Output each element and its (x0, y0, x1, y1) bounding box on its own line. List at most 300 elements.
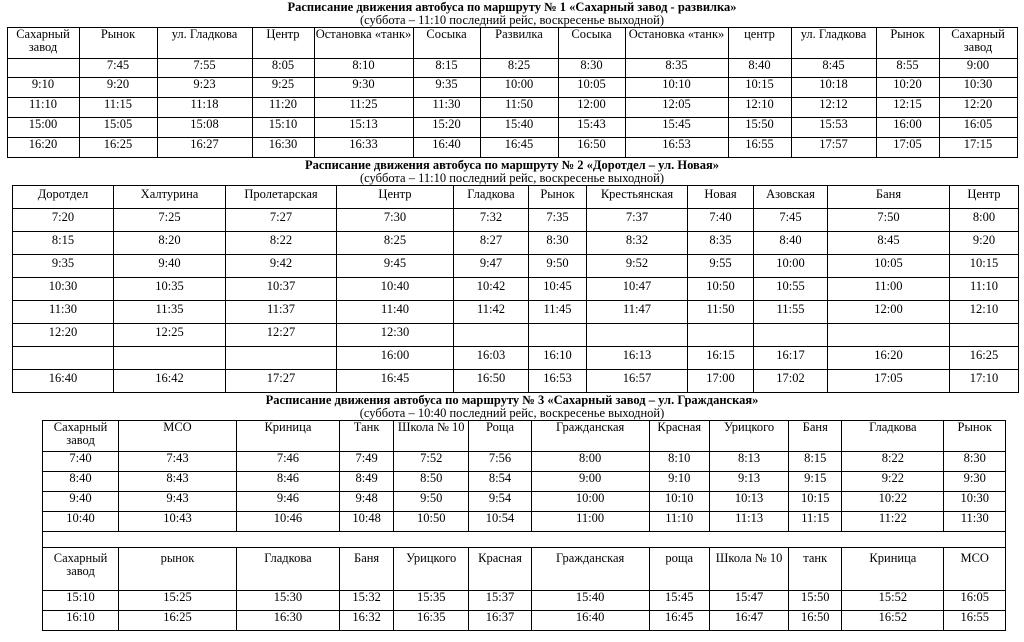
header-cell: Халтурина (114, 186, 226, 209)
schedule-row (43, 492, 1006, 512)
schedule-row (13, 301, 1019, 324)
time-cell: 16:42 (114, 370, 226, 393)
time-cell: 10:00 (531, 492, 649, 512)
time-cell: 11:15 (789, 512, 842, 532)
time-cell: 8:32 (587, 232, 688, 255)
time-cell: 10:15 (950, 255, 1019, 278)
header-cell: Гладкова (236, 548, 339, 591)
time-cell: 10:45 (529, 278, 587, 301)
time-cell: 7:30 (337, 209, 454, 232)
time-cell: 10:37 (226, 278, 337, 301)
time-cell: 16:30 (236, 611, 339, 631)
time-cell: 11:45 (529, 301, 587, 324)
time-cell: 10:43 (119, 512, 237, 532)
time-cell: 16:25 (950, 347, 1019, 370)
time-cell: 16:50 (558, 138, 625, 158)
time-cell: 17:05 (828, 370, 950, 393)
time-cell: 15:45 (649, 591, 709, 611)
time-cell: 15:40 (531, 591, 649, 611)
header-cell: Азовская (754, 186, 828, 209)
schedule-row (43, 452, 1006, 472)
route3-title: Расписание движения автобуса по маршруту № 3 «Сахарный завод – ул. Гражданская» (265, 393, 759, 407)
time-cell (114, 347, 226, 370)
header-cell: Рынок (79, 28, 157, 59)
time-cell: 12:20 (13, 324, 114, 347)
time-cell: 8:40 (728, 59, 791, 78)
time-cell: 15:10 (252, 118, 314, 138)
time-cell: 10:47 (587, 278, 688, 301)
time-cell: 10:00 (480, 78, 558, 98)
time-cell: 8:05 (252, 59, 314, 78)
time-cell: 8:13 (709, 452, 788, 472)
time-cell: 17:02 (754, 370, 828, 393)
time-cell: 16:17 (754, 347, 828, 370)
header-cell: Урицкого (709, 421, 788, 452)
route2-title: Расписание движения автобуса по маршруту № 2 «Доротдел – ул. Новая» (304, 158, 720, 172)
time-cell: 10:55 (754, 278, 828, 301)
time-cell: 8:40 (754, 232, 828, 255)
time-cell: 10:46 (236, 512, 339, 532)
time-cell: 7:45 (754, 209, 828, 232)
time-cell: 16:40 (531, 611, 649, 631)
time-cell: 9:52 (587, 255, 688, 278)
time-cell: 11:15 (79, 98, 157, 118)
time-cell: 16:45 (649, 611, 709, 631)
header-row-return (43, 548, 1006, 591)
time-cell: 11:47 (587, 301, 688, 324)
time-cell: 11:10 (649, 512, 709, 532)
time-cell: 15:47 (709, 591, 788, 611)
time-cell: 16:13 (587, 347, 688, 370)
time-cell: 8:30 (529, 232, 587, 255)
time-cell: 9:43 (119, 492, 237, 512)
time-cell: 7:27 (226, 209, 337, 232)
time-cell: 8:25 (337, 232, 454, 255)
time-cell: 16:25 (79, 138, 157, 158)
header-cell: Сахарный завод (43, 548, 119, 591)
time-cell: 16:03 (454, 347, 529, 370)
time-cell: 9:40 (43, 492, 119, 512)
time-cell: 15:52 (842, 591, 944, 611)
header-cell: Центр (337, 186, 454, 209)
header-cell: ул. Гладкова (791, 28, 876, 59)
time-cell: 7:45 (79, 59, 157, 78)
header-cell: Школа № 10 (709, 548, 788, 591)
time-cell: 10:15 (789, 492, 842, 512)
time-cell: 11:22 (842, 512, 944, 532)
time-cell: 9:00 (531, 472, 649, 492)
time-cell: 7:43 (119, 452, 237, 472)
time-cell: 10:22 (842, 492, 944, 512)
time-cell: 8:40 (43, 472, 119, 492)
time-cell: 11:50 (688, 301, 754, 324)
time-cell: 12:10 (728, 98, 791, 118)
header-cell: Криница (236, 421, 339, 452)
time-cell: 11:42 (454, 301, 529, 324)
time-cell: 12:05 (625, 98, 728, 118)
time-cell: 12:10 (950, 301, 1019, 324)
time-cell: 10:15 (728, 78, 791, 98)
time-cell: 16:20 (7, 138, 79, 158)
time-cell: 10:30 (939, 78, 1017, 98)
header-cell: МСО (944, 548, 1006, 591)
time-cell: 9:40 (114, 255, 226, 278)
time-cell: 10:18 (791, 78, 876, 98)
time-cell: 11:00 (828, 278, 950, 301)
time-cell: 17:27 (226, 370, 337, 393)
header-cell: рынок (119, 548, 237, 591)
time-cell: 16:27 (157, 138, 252, 158)
time-cell: 12:15 (876, 98, 939, 118)
time-cell (13, 347, 114, 370)
schedule-row (13, 278, 1019, 301)
time-cell: 10:50 (688, 278, 754, 301)
time-cell: 8:20 (114, 232, 226, 255)
route2-table (12, 185, 1019, 393)
schedule-row (13, 209, 1019, 232)
time-cell: 10:10 (625, 78, 728, 98)
time-cell: 9:20 (79, 78, 157, 98)
time-cell: 8:27 (454, 232, 529, 255)
time-cell: 16:53 (529, 370, 587, 393)
time-cell: 8:22 (226, 232, 337, 255)
time-cell: 16:10 (529, 347, 587, 370)
time-cell: 12:12 (791, 98, 876, 118)
header-cell: Гладкова (454, 186, 529, 209)
time-cell: 9:54 (469, 492, 532, 512)
schedule-row (7, 98, 1017, 118)
time-cell: 16:52 (842, 611, 944, 631)
header-cell: Школа № 10 (394, 421, 469, 452)
time-cell: 9:20 (950, 232, 1019, 255)
time-cell: 8:15 (413, 59, 480, 78)
header-cell: Гражданская (531, 548, 649, 591)
time-cell: 9:10 (649, 472, 709, 492)
time-cell: 8:35 (688, 232, 754, 255)
time-cell: 9:45 (337, 255, 454, 278)
route1-title: Расписание движения автобуса по маршруту № 1 «Сахарный завод - развилка» (287, 0, 737, 14)
time-cell: 9:22 (842, 472, 944, 492)
time-cell: 11:30 (944, 512, 1006, 532)
header-row (7, 28, 1017, 59)
time-cell: 16:45 (480, 138, 558, 158)
time-cell: 8:45 (828, 232, 950, 255)
header-cell: Урицкого (394, 548, 469, 591)
spacer-cell (43, 532, 1006, 548)
time-cell: 12:30 (337, 324, 454, 347)
time-cell: 16:53 (625, 138, 728, 158)
time-cell: 11:50 (480, 98, 558, 118)
time-cell: 10:40 (337, 278, 454, 301)
time-cell (950, 324, 1019, 347)
header-cell: Криница (842, 548, 944, 591)
time-cell: 11:00 (531, 512, 649, 532)
time-cell: 8:50 (394, 472, 469, 492)
time-cell: 16:10 (43, 611, 119, 631)
schedule-row (13, 232, 1019, 255)
time-cell: 10:40 (43, 512, 119, 532)
time-cell: 8:30 (558, 59, 625, 78)
header-cell: Сахарный завод (939, 28, 1017, 59)
time-cell: 11:10 (7, 98, 79, 118)
time-cell: 15:40 (480, 118, 558, 138)
time-cell: 15:35 (394, 591, 469, 611)
time-cell: 16:45 (337, 370, 454, 393)
time-cell: 15:20 (413, 118, 480, 138)
time-cell: 15:13 (314, 118, 413, 138)
time-cell: 9:48 (340, 492, 394, 512)
route3-subtitle: (суббота – 10:40 последний рейс, воскресенье выходной) (359, 406, 665, 420)
time-cell: 12:20 (939, 98, 1017, 118)
time-cell: 10:13 (709, 492, 788, 512)
header-cell: Развилка (480, 28, 558, 59)
time-cell: 7:37 (587, 209, 688, 232)
time-cell: 10:05 (828, 255, 950, 278)
time-cell: 7:50 (828, 209, 950, 232)
time-cell: 10:20 (876, 78, 939, 98)
header-cell: Сосыка (558, 28, 625, 59)
time-cell: 10:05 (558, 78, 625, 98)
header-cell: центр (728, 28, 791, 59)
header-cell: Новая (688, 186, 754, 209)
time-cell: 7:56 (469, 452, 532, 472)
time-cell: 15:50 (789, 591, 842, 611)
time-cell: 12:25 (114, 324, 226, 347)
time-cell: 9:00 (939, 59, 1017, 78)
time-cell: 10:54 (469, 512, 532, 532)
time-cell: 12:27 (226, 324, 337, 347)
time-cell: 17:10 (950, 370, 1019, 393)
time-cell (7, 59, 79, 78)
time-cell: 11:18 (157, 98, 252, 118)
schedule-row (7, 78, 1017, 98)
header-row (13, 186, 1019, 209)
header-cell: Рынок (529, 186, 587, 209)
time-cell: 10:50 (394, 512, 469, 532)
time-cell: 9:46 (236, 492, 339, 512)
route1-subtitle: (суббота – 11:10 последний рейс, воскресенье выходной) (359, 13, 665, 27)
time-cell: 9:50 (529, 255, 587, 278)
header-cell: Центр (950, 186, 1019, 209)
schedule-row (43, 472, 1006, 492)
time-cell: 15:30 (236, 591, 339, 611)
time-cell: 16:55 (728, 138, 791, 158)
time-cell: 15:53 (791, 118, 876, 138)
time-cell: 8:45 (791, 59, 876, 78)
header-cell: Крестьянская (587, 186, 688, 209)
header-cell: Баня (340, 548, 394, 591)
time-cell: 16:37 (469, 611, 532, 631)
time-cell: 16:55 (944, 611, 1006, 631)
time-cell: 11:30 (413, 98, 480, 118)
schedule-row (13, 347, 1019, 370)
time-cell: 9:50 (394, 492, 469, 512)
time-cell: 10:42 (454, 278, 529, 301)
header-cell: Красная (469, 548, 532, 591)
time-cell: 8:35 (625, 59, 728, 78)
time-cell: 15:43 (558, 118, 625, 138)
time-cell: 8:00 (531, 452, 649, 472)
time-cell: 16:25 (119, 611, 237, 631)
header-cell: Пролетарская (226, 186, 337, 209)
time-cell: 15:50 (728, 118, 791, 138)
schedule-row (7, 118, 1017, 138)
time-cell: 11:13 (709, 512, 788, 532)
time-cell: 7:52 (394, 452, 469, 472)
time-cell: 8:46 (236, 472, 339, 492)
time-cell: 7:35 (529, 209, 587, 232)
time-cell: 8:49 (340, 472, 394, 492)
time-cell (828, 324, 950, 347)
route1-table (7, 27, 1018, 158)
header-cell: Центр (252, 28, 314, 59)
time-cell: 9:30 (944, 472, 1006, 492)
time-cell: 8:15 (13, 232, 114, 255)
time-cell: 16:20 (828, 347, 950, 370)
time-cell: 11:30 (13, 301, 114, 324)
header-cell: Доротдел (13, 186, 114, 209)
time-cell: 9:25 (252, 78, 314, 98)
time-cell: 8:10 (649, 452, 709, 472)
time-cell: 16:40 (13, 370, 114, 393)
time-cell: 11:20 (252, 98, 314, 118)
time-cell: 8:25 (480, 59, 558, 78)
time-cell: 8:54 (469, 472, 532, 492)
header-cell: Танк (340, 421, 394, 452)
time-cell: 8:30 (944, 452, 1006, 472)
time-cell: 10:30 (944, 492, 1006, 512)
time-cell: 15:45 (625, 118, 728, 138)
time-cell: 9:55 (688, 255, 754, 278)
route3-table (42, 420, 1006, 631)
time-cell: 9:15 (789, 472, 842, 492)
time-cell (688, 324, 754, 347)
time-cell (454, 324, 529, 347)
time-cell: 16:47 (709, 611, 788, 631)
time-cell: 17:00 (688, 370, 754, 393)
header-cell: Рынок (876, 28, 939, 59)
time-cell: 15:05 (79, 118, 157, 138)
header-cell: Остановка «танк» (314, 28, 413, 59)
time-cell: 11:55 (754, 301, 828, 324)
time-cell: 16:57 (587, 370, 688, 393)
time-cell: 7:49 (340, 452, 394, 472)
time-cell: 17:15 (939, 138, 1017, 158)
time-cell: 16:05 (944, 591, 1006, 611)
header-cell: Сосыка (413, 28, 480, 59)
time-cell: 9:42 (226, 255, 337, 278)
time-cell: 16:33 (314, 138, 413, 158)
time-cell: 16:05 (939, 118, 1017, 138)
time-cell: 7:40 (688, 209, 754, 232)
time-cell: 16:40 (413, 138, 480, 158)
header-cell: Сахарный завод (7, 28, 79, 59)
time-cell: 9:35 (413, 78, 480, 98)
time-cell: 10:10 (649, 492, 709, 512)
time-cell: 7:25 (114, 209, 226, 232)
time-cell: 7:55 (157, 59, 252, 78)
schedule-row (13, 324, 1019, 347)
header-cell: Гладкова (842, 421, 944, 452)
header-cell: Сахарный завод (43, 421, 119, 452)
header-cell: танк (789, 548, 842, 591)
time-cell: 16:50 (789, 611, 842, 631)
header-cell: Баня (828, 186, 950, 209)
time-cell: 7:20 (13, 209, 114, 232)
time-cell: 16:15 (688, 347, 754, 370)
time-cell: 8:22 (842, 452, 944, 472)
time-cell: 17:57 (791, 138, 876, 158)
time-cell: 9:30 (314, 78, 413, 98)
time-cell: 9:47 (454, 255, 529, 278)
time-cell: 10:00 (754, 255, 828, 278)
header-cell: Баня (789, 421, 842, 452)
header-cell: МСО (119, 421, 237, 452)
schedule-row (43, 591, 1006, 611)
route2-subtitle: (суббота – 11:10 последний рейс, воскресенье выходной) (359, 171, 665, 185)
time-cell: 8:10 (314, 59, 413, 78)
time-cell: 16:32 (340, 611, 394, 631)
spacer-row (43, 532, 1006, 548)
time-cell: 8:55 (876, 59, 939, 78)
time-cell: 8:43 (119, 472, 237, 492)
time-cell: 11:35 (114, 301, 226, 324)
time-cell: 16:30 (252, 138, 314, 158)
time-cell: 8:00 (950, 209, 1019, 232)
header-cell: Рынок (944, 421, 1006, 452)
time-cell: 11:40 (337, 301, 454, 324)
schedule-row (7, 59, 1017, 78)
time-cell: 15:32 (340, 591, 394, 611)
time-cell: 9:35 (13, 255, 114, 278)
time-cell (529, 324, 587, 347)
time-cell: 7:32 (454, 209, 529, 232)
time-cell: 11:25 (314, 98, 413, 118)
time-cell (587, 324, 688, 347)
time-cell: 8:15 (789, 452, 842, 472)
time-cell: 15:00 (7, 118, 79, 138)
time-cell: 10:35 (114, 278, 226, 301)
schedule-row (43, 512, 1006, 532)
schedule-row (13, 255, 1019, 278)
time-cell: 9:23 (157, 78, 252, 98)
time-cell: 16:50 (454, 370, 529, 393)
time-cell: 12:00 (828, 301, 950, 324)
time-cell: 9:10 (7, 78, 79, 98)
time-cell: 7:46 (236, 452, 339, 472)
header-cell: Красная (649, 421, 709, 452)
time-cell: 7:40 (43, 452, 119, 472)
time-cell: 16:00 (337, 347, 454, 370)
header-cell: роща (649, 548, 709, 591)
time-cell: 15:08 (157, 118, 252, 138)
time-cell: 12:00 (558, 98, 625, 118)
time-cell: 10:48 (340, 512, 394, 532)
schedule-row (43, 611, 1006, 631)
time-cell: 16:35 (394, 611, 469, 631)
schedule-row (13, 370, 1019, 393)
header-cell: ул. Гладкова (157, 28, 252, 59)
time-cell: 17:05 (876, 138, 939, 158)
time-cell: 11:37 (226, 301, 337, 324)
header-row (43, 421, 1006, 452)
time-cell: 15:25 (119, 591, 237, 611)
time-cell: 11:10 (950, 278, 1019, 301)
time-cell: 16:00 (876, 118, 939, 138)
time-cell (754, 324, 828, 347)
header-cell: Гражданская (531, 421, 649, 452)
header-cell: Остановка «танк» (625, 28, 728, 59)
